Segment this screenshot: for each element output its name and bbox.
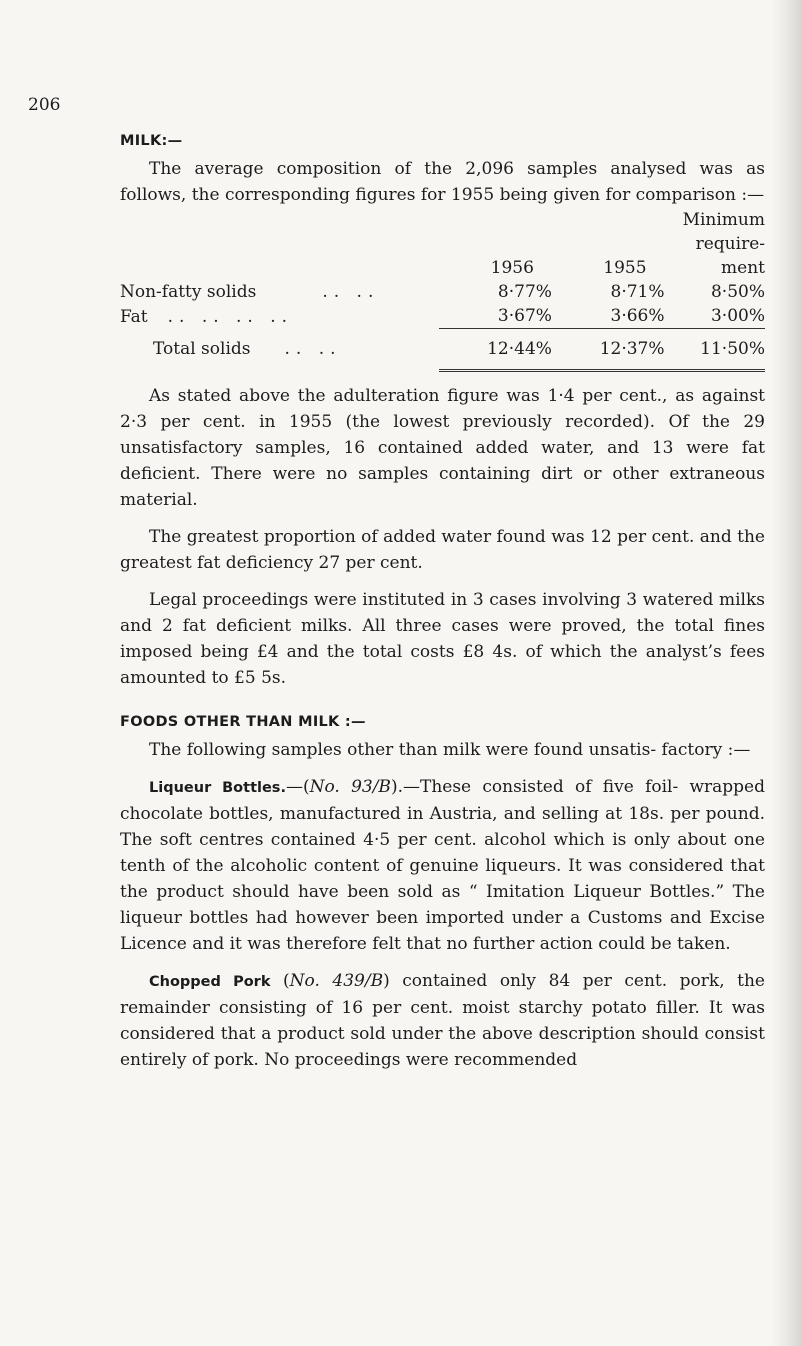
total-1955: 12·37% [599,339,665,359]
table-row [120,304,765,329]
cell-1956: 8·77% [497,282,552,302]
header-minimum-line2: require- [695,234,765,254]
header-1955: 1955 [603,258,647,278]
milk-paragraph-3: Legal proceedings were instituted in 3 cases involving 3 watered milks and 2 fat deficient milks. All three cases were proved, the total fines imposed being £4 and the total costs £8 4s. of which the analyst’s fees amounted to £5 5s. [120,590,765,688]
table-row [120,280,765,304]
leader-dots: .. .. [322,282,380,302]
document-page [28,92,765,1073]
total-minimum: 11·50% [700,339,765,359]
milk-paragraph-1: As stated above the adulteration figure was 1·4 per cent., as against 2·3 per cent. in 1955 (the lowest previously recorded). Of the 29 unsatisfactory samples, 16 contained added water, and 13 were fat deficient. There were no samples containing dirt or other extraneous material. [120,386,765,510]
total-double-rule [120,361,765,371]
total-1956: 12·44% [487,339,552,359]
milk-composition-table [120,208,765,372]
foods-heading: FOODS OTHER THAN MILK :— [120,714,366,730]
leader-dots: .. .. .. .. [167,306,294,327]
cell-1955: 3·66% [610,306,665,326]
item-text: —These consisted of five foil- wrapped chocolate bottles, manufactured in Austria, and selling at 18s. per pound. The soft centres contained 4·5 per cent. alcohol which is only about one tenth of the alcoholic content of genuine liqueurs. It was considered that the product should have been sold as “ Imitation Liqueur Bottles.” The liqueur bottles had however been imported under a Customs and Excise Licence and it was therefore felt that no further action could be taken. [120,777,765,954]
header-1956: 1956 [490,258,534,278]
subtotal-rule [120,329,765,338]
item-title: Chopped Pork [149,974,271,990]
milk-heading: MILK:— [120,133,183,149]
cell-minimum: 8·50% [710,282,765,302]
item-ref: No. 93/B [309,777,391,797]
header-minimum-line1: Minimum [682,210,765,230]
item-text: contained only 84 per cent. pork, the remainder consisting of 16 per cent. moist starchy potato filler. It was considered that a product sold under the above description should consist entirely of pork. No proceedings were recommended [120,971,765,1070]
foods-intro: The following samples other than milk were found unsatis- factory :— [149,740,751,760]
item-ref-close: ) [383,971,390,991]
table-header-row-2 [120,232,765,256]
page-number: 206 [28,95,61,115]
cell-1955: 8·71% [610,282,665,302]
item-ref-close: ). [390,777,403,797]
food-item-liqueur-bottles [120,774,765,957]
item-title: Liqueur Bottles. [149,780,286,796]
total-label: Total solids [153,339,251,359]
item-ref: No. 439/B [289,971,384,991]
item-ref-open: —( [285,777,310,797]
milk-intro: The average composition of the 2,096 samples analysed was as follows, the corresponding figures for 1955 being given for comparison :— [120,159,765,205]
cell-minimum: 3·00% [710,306,765,326]
table-header-row-3 [120,256,765,280]
row-label: Non-fatty solids [120,282,257,302]
table-header-row-1 [120,208,765,232]
row-label: Fat [120,306,148,327]
milk-paragraph-2: The greatest proportion of added water found was 12 per cent. and the greatest fat deficiency 27 per cent. [120,527,765,573]
cell-1956: 3·67% [497,306,552,326]
leader-dots: .. .. [284,339,342,359]
page-edge-shadow [771,0,801,1346]
header-minimum-line3: ment [721,258,765,278]
item-ref-open: ( [270,971,290,991]
table-total-row [120,337,765,361]
food-item-chopped-pork [120,968,765,1073]
